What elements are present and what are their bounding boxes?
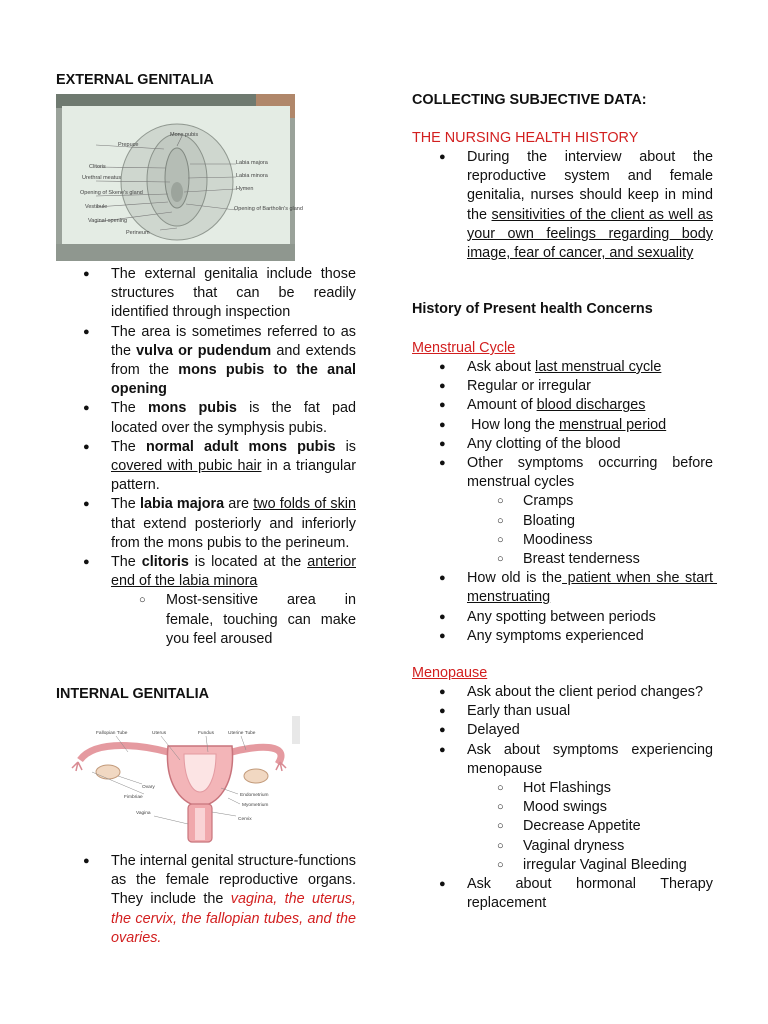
menopause-item-3: ● Delayed xyxy=(412,721,713,740)
label-clitoris: Clitoris xyxy=(89,164,106,170)
external-bullets xyxy=(56,265,356,649)
external-genitalia-figure xyxy=(56,94,303,261)
history-present-health-heading: History of Present health Concerns xyxy=(412,301,653,317)
nursing-history-bullet: ● During the interview about the reproductive system and female genitalia, nurses should keep in mind the sensitivities of the client as well as your own feelings regarding body image, fear of cancer, and sexuality xyxy=(412,148,713,263)
label-hymen: Hymen xyxy=(236,186,254,192)
nursing-history-title: THE NURSING HEALTH HISTORY xyxy=(412,130,639,146)
label-uterine-tube: Uterine Tube xyxy=(228,731,256,736)
menstrual-item-3: ● Amount of blood discharges xyxy=(412,396,713,415)
menopause-title: Menopause xyxy=(412,665,488,681)
menstrual-item-6: ● Other symptoms occurring before menstrual cycles xyxy=(412,454,713,492)
menopause-list xyxy=(412,683,713,913)
label-uterus: Uterus xyxy=(152,731,167,736)
menopause-item-4: ● Ask about symptoms experiencing menopause xyxy=(412,741,713,779)
menstrual-cycle-list xyxy=(412,358,718,646)
label-mons-pubis: Mons pubis xyxy=(170,132,199,138)
external-bullet-4: ● The normal adult mons pubis is covered with pubic hair in a triangular pattern. xyxy=(56,438,356,496)
internal-genitalia-figure xyxy=(56,716,300,848)
label-ovary: Ovary xyxy=(142,785,155,790)
internal-bullet-1: ● The internal genital structure-functions as the female reproductive organs. They include the vagina, the uterus, the cervix, the fallopian tubes, and the ovaries. xyxy=(56,852,356,948)
label-labia-majora: Labia majora xyxy=(236,160,268,166)
label-endometrium: Endometrium xyxy=(240,793,269,798)
collecting-subjective-heading: COLLECTING SUBJECTIVE DATA: xyxy=(412,92,647,108)
external-bullet-5: ● The labia majora are two folds of skin that extend posteriorly and inferiorly from the mons pubis to the perineum. xyxy=(56,495,356,553)
label-cervix: Cervix xyxy=(238,817,252,822)
menopause-item-5: ● Ask about hormonal Therapy replacement xyxy=(412,875,713,913)
menopause-subitem: ○ Hot Flashings xyxy=(412,779,713,798)
label-myometrium: Myometrium xyxy=(242,803,269,808)
internal-genitalia-heading: INTERNAL GENITALIA xyxy=(56,686,209,702)
menopause-subitem: ○ irregular Vaginal Bleeding xyxy=(412,856,713,875)
external-genitalia-diagram xyxy=(56,94,303,261)
label-urethral-meatus: Urethral meatus xyxy=(82,175,122,181)
external-bullet-6: ● The clitoris is located at the anterior end of the labia minora xyxy=(56,553,356,591)
menstrual-subitem: ○ Cramps xyxy=(412,492,713,511)
external-bullet-3: ● The mons pubis is the fat pad located over the symphysis pubis. xyxy=(56,399,356,437)
label-fundus: Fundus xyxy=(198,731,214,736)
menstrual-subitem: ○ Moodiness xyxy=(412,531,713,550)
external-bullet-2: ● The area is sometimes referred to as the vulva or pudendum and extends from the mons pubis to the anal opening xyxy=(56,323,356,400)
menstrual-cycle-title: Menstrual Cycle xyxy=(412,340,516,356)
label-vagina: Vagina xyxy=(136,811,151,816)
external-genitalia-heading: EXTERNAL GENITALIA xyxy=(56,72,214,88)
internal-bullets xyxy=(56,852,356,948)
label-labia-minora: Labia minora xyxy=(236,173,268,179)
menopause-item-2: ● Early than usual xyxy=(412,702,713,721)
internal-genitalia-diagram xyxy=(56,716,300,848)
label-opening-bartholins: Opening of Bartholin's gland xyxy=(234,206,303,212)
menstrual-item-1: ● Ask about last menstrual cycle xyxy=(412,358,713,377)
menstrual-item-5: ● Any clotting of the blood xyxy=(412,435,713,454)
external-subbullet-clitoris: ○ Most-sensitive area in female, touching can make you feel aroused xyxy=(56,591,356,649)
menstrual-item-7: ● How old is the patient when she start menstruating xyxy=(412,569,713,607)
menstrual-item-8: ● Any spotting between periods xyxy=(412,608,713,627)
menstrual-subitem: ○ Bloating xyxy=(412,512,713,531)
label-perineum: Perineum xyxy=(126,230,150,236)
menstrual-item-4: ● How long the menstrual period xyxy=(412,416,713,435)
menopause-subitem: ○ Mood swings xyxy=(412,798,713,817)
menopause-subitem: ○ Decrease Appetite xyxy=(412,817,713,836)
menstrual-item-9: ● Any symptoms experienced xyxy=(412,627,713,646)
label-vestibule: Vestibule xyxy=(85,204,108,210)
menopause-subitem: ○ Vaginal dryness xyxy=(412,837,713,856)
label-fimbriae: Fimbriae xyxy=(124,795,143,800)
label-vaginal-opening: Vaginal opening xyxy=(88,218,128,224)
menstrual-subitem: ○ Breast tenderness xyxy=(412,550,713,569)
label-fallopian-tube: Fallopian Tube xyxy=(96,731,128,736)
menstrual-item-2: ● Regular or irregular xyxy=(412,377,713,396)
label-opening-skenes: Opening of Skene's gland xyxy=(80,190,143,196)
label-prepuce: Prepuce xyxy=(118,142,139,148)
external-bullet-1: ● The external genitalia include those structures that can be readily identified through inspection xyxy=(56,265,356,323)
nursing-history-list xyxy=(412,148,713,263)
menopause-item-1: ● Ask about the client period changes? xyxy=(412,683,713,702)
